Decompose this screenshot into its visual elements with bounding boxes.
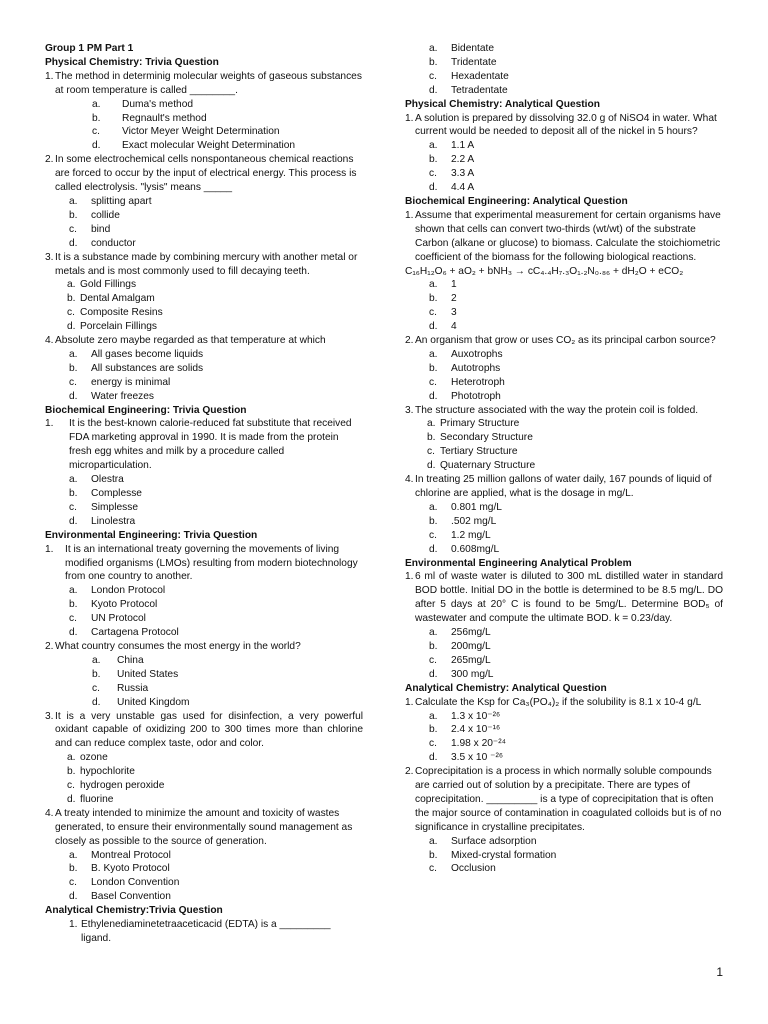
question-text: An organism that grow or uses CO₂ as its principal carbon source? <box>415 335 716 347</box>
option-text: China <box>117 654 144 666</box>
answer-option <box>405 737 723 751</box>
option-text: United States <box>117 668 179 680</box>
question-text: 6 ml of waste water is diluted to 300 mL distilled water in standard BOD bottle. Initial DO in the bottle is determined to be 8.5 mg/L. DO after 5 days at 20° C is found to be 5mg/L. Determine BOD₅ of wastewater and compute the ultimate BOD. k = 0.23/day. <box>415 571 723 625</box>
answer-option <box>405 42 723 56</box>
question <box>405 404 723 418</box>
option-text: 3 <box>451 307 457 319</box>
answer-option <box>405 139 723 153</box>
option-letter: c. <box>92 682 100 694</box>
answer-option <box>45 682 363 696</box>
option-letter: a. <box>429 627 438 639</box>
question-number: 3. <box>45 710 54 722</box>
option-letter: a. <box>92 654 101 666</box>
question-number: 4. <box>45 335 54 347</box>
option-letter: d. <box>69 891 78 903</box>
answer-option <box>405 390 723 404</box>
option-text: collide <box>91 209 120 221</box>
option-text: Gold Fillings <box>80 279 137 291</box>
option-text: 1.1 A <box>451 140 475 152</box>
option-letter: c. <box>429 376 437 388</box>
option-text: Auxotrophs <box>451 348 503 360</box>
option-letter: a. <box>429 835 438 847</box>
question <box>45 543 363 585</box>
option-letter: c. <box>429 168 437 180</box>
section-heading: Environmental Engineering Analytical Problem <box>405 557 632 569</box>
question-text: Assume that experimental measurement for certain organisms have shown that cells can convert two-thirds (wt/wt) of the substrate Carbon (alkane or glucose) to biomass. Calculate the stoichiometric coefficient of the biomass for the following biological reactions. <box>415 209 721 263</box>
answer-option <box>45 862 363 876</box>
left-column <box>45 42 363 946</box>
option-text: Quaternary Structure <box>440 460 536 472</box>
answer-option <box>45 849 363 863</box>
option-text: Tertiary Structure <box>440 446 518 458</box>
answer-option <box>45 696 363 710</box>
option-letter: a. <box>429 279 438 291</box>
option-text: Hexadentate <box>451 70 509 82</box>
option-text: Duma's method <box>122 98 194 110</box>
question-number: 1. <box>45 70 54 82</box>
page-number: 1 <box>716 965 723 979</box>
question <box>45 640 363 654</box>
option-letter: b. <box>429 56 438 68</box>
question-text: It is a substance made by combining mercury with another metal or metals and is most commonly used to fill decaying teeth. <box>55 251 358 277</box>
question <box>405 696 723 710</box>
option-text: Basel Convention <box>91 891 171 903</box>
answer-option <box>45 598 363 612</box>
answer-option <box>45 209 363 223</box>
answer-option <box>405 362 723 376</box>
option-text: Tetradentate <box>451 84 508 96</box>
option-text: Bidentate <box>451 43 495 54</box>
answer-option <box>405 320 723 334</box>
option-text: Mixed-crystal formation <box>451 849 557 861</box>
section-heading: Physical Chemistry: Trivia Question <box>45 56 219 68</box>
option-letter: a. <box>69 348 78 360</box>
answer-option <box>405 56 723 70</box>
option-letter: d. <box>427 460 436 472</box>
section-heading: Biochemical Engineering: Trivia Question <box>45 404 247 416</box>
option-letter: a. <box>429 710 438 722</box>
answer-option <box>405 654 723 668</box>
answer-option <box>405 515 723 529</box>
section-heading: Biochemical Engineering: Analytical Question <box>405 195 628 207</box>
question-number: 3. <box>45 251 54 263</box>
answer-option <box>405 70 723 84</box>
answer-option <box>45 376 363 390</box>
answer-option <box>45 473 363 487</box>
answer-option <box>405 84 723 98</box>
option-letter: b. <box>429 293 438 305</box>
question <box>45 710 363 752</box>
option-text: All gases become liquids <box>91 348 204 360</box>
answer-option <box>405 751 723 765</box>
option-text: 4 <box>451 321 457 333</box>
answer-option <box>405 849 723 863</box>
option-letter: b. <box>67 293 76 305</box>
option-text: Occlusion <box>451 863 496 875</box>
option-text: 2 <box>451 293 457 305</box>
option-letter: d. <box>92 140 101 152</box>
answer-option <box>45 292 363 306</box>
question <box>45 807 363 849</box>
question-number: 2. <box>45 640 54 652</box>
question-number: 1. <box>405 112 414 124</box>
option-text: 1 <box>451 279 457 291</box>
option-text: conductor <box>91 237 136 249</box>
question-text: Coprecipitation is a process in which normally soluble compounds are carried out of solution by a precipitate. There are types of coprecipitation. _________ is a type of coprecipitation that is often the major source of contamination in coagulated colloids but is of no significance in crystalline precipitates. <box>415 766 722 833</box>
answer-option <box>405 445 723 459</box>
answer-option <box>45 112 363 126</box>
option-letter: a. <box>92 98 101 110</box>
answer-option <box>405 459 723 473</box>
option-text: 0.801 mg/L <box>451 501 502 513</box>
answer-option <box>405 376 723 390</box>
option-letter: b. <box>69 488 78 499</box>
answer-option <box>405 181 723 195</box>
answer-option <box>405 626 723 640</box>
question <box>405 473 723 501</box>
option-text: ozone <box>80 752 108 764</box>
option-text: Water freezes <box>91 390 155 402</box>
option-letter: a. <box>429 501 438 513</box>
option-letter: b. <box>429 724 438 736</box>
option-letter: d. <box>429 321 438 333</box>
answer-option <box>45 793 363 807</box>
option-letter: c. <box>427 446 435 458</box>
option-text: B. Kyoto Protocol <box>91 863 170 875</box>
option-text: 1.98 x 20⁻²⁴ <box>451 738 507 750</box>
option-text: .502 mg/L <box>451 515 497 527</box>
question <box>45 70 363 98</box>
option-text: Linolestra <box>91 515 136 527</box>
question-text: Calculate the Ksp for Ca₃(PO₄)₂ if the solubility is 8.1 x 10-4 g/L <box>415 696 702 708</box>
option-letter: c. <box>67 307 75 319</box>
option-text: Dental Amalgam <box>80 293 155 305</box>
option-text: Victor Meyer Weight Determination <box>122 126 280 138</box>
option-letter: b. <box>69 863 78 875</box>
option-letter: d. <box>69 515 78 527</box>
question-text: In treating 25 million gallons of water daily, 167 pounds of liquid of chlorine are applied, what is the dosage in mg/L. <box>415 474 712 499</box>
option-letter: b. <box>67 766 76 778</box>
answer-option <box>45 306 363 320</box>
option-letter: c. <box>69 613 77 625</box>
question <box>45 251 363 279</box>
section-heading: Group 1 PM Part 1 <box>45 43 134 54</box>
question-number: 2. <box>45 154 54 166</box>
answer-option <box>45 584 363 598</box>
option-letter: c. <box>69 877 77 889</box>
option-letter: a. <box>69 474 78 486</box>
answer-option <box>45 278 363 292</box>
option-text: hypochlorite <box>80 766 135 778</box>
option-text: London Protocol <box>91 585 166 597</box>
option-text: 200mg/L <box>451 640 491 652</box>
question <box>45 417 363 473</box>
option-letter: a. <box>67 752 76 764</box>
section-heading: Analytical Chemistry:Trivia Question <box>45 905 223 917</box>
question-text: In some electrochemical cells nonspontaneous chemical reactions are forced to occur by the input of electrical energy. This process is called electrolysis. "lysis" means _____ <box>55 154 357 194</box>
section-heading: Environmental Engineering: Trivia Question <box>45 529 258 541</box>
option-letter: a. <box>69 585 78 597</box>
option-letter: b. <box>92 668 101 680</box>
option-letter: c. <box>429 529 437 541</box>
option-letter: b. <box>429 640 438 652</box>
option-text: Cartagena Protocol <box>91 627 179 639</box>
option-letter: c. <box>429 863 437 875</box>
answer-option <box>45 765 363 779</box>
option-text: 265mg/L <box>451 654 491 666</box>
question-text: Absolute zero maybe regarded as that temperature at which <box>55 335 326 347</box>
option-letter: d. <box>429 84 438 96</box>
option-text: Primary Structure <box>440 418 520 430</box>
answer-option <box>45 626 363 640</box>
right-column <box>405 42 723 876</box>
option-text: energy is minimal <box>91 376 171 388</box>
option-text: 2.2 A <box>451 154 475 166</box>
answer-option <box>45 125 363 139</box>
option-letter: c. <box>429 654 437 666</box>
answer-option <box>45 348 363 362</box>
option-letter: a. <box>429 43 438 54</box>
question-number: 1. <box>45 418 54 430</box>
answer-option <box>45 654 363 668</box>
option-text: splitting apart <box>91 195 152 207</box>
option-text: Heterotroph <box>451 376 505 388</box>
question <box>405 209 723 265</box>
option-letter: a. <box>427 418 436 430</box>
option-text: Autotrophs <box>451 362 501 374</box>
option-letter: c. <box>69 501 77 513</box>
answer-option <box>45 237 363 251</box>
option-text: 300 mg/L <box>451 668 494 680</box>
option-letter: c. <box>69 376 77 388</box>
option-text: London Convention <box>91 877 180 889</box>
option-text: hydrogen peroxide <box>80 780 165 792</box>
answer-option <box>405 543 723 557</box>
option-letter: d. <box>92 696 101 708</box>
answer-option <box>45 139 363 153</box>
option-letter: d. <box>67 793 76 805</box>
option-text: UN Protocol <box>91 613 146 625</box>
option-text: Kyoto Protocol <box>91 599 158 611</box>
option-letter: b. <box>429 362 438 374</box>
answer-option <box>405 529 723 543</box>
answer-option <box>45 195 363 209</box>
question <box>45 153 363 195</box>
option-letter: c. <box>429 738 437 750</box>
question <box>405 112 723 140</box>
option-text: Porcelain Fillings <box>80 321 158 333</box>
question-number: 2. <box>405 335 414 347</box>
answer-option <box>45 890 363 904</box>
option-text: bind <box>91 223 111 235</box>
question-text: The method in determinig molecular weights of gaseous substances at room temperature is called ________. <box>55 70 362 96</box>
option-text: 1.3 x 10⁻²⁶ <box>451 710 501 722</box>
answer-option <box>405 417 723 431</box>
option-letter: a. <box>429 140 438 152</box>
answer-option <box>405 278 723 292</box>
question <box>405 765 723 835</box>
answer-option <box>45 612 363 626</box>
question-text: A solution is prepared by dissolving 32.0 g of NiSO4 in water. What current would be needed to deposit all of the nickel in 5 hours? <box>415 112 717 138</box>
answer-option <box>45 876 363 890</box>
question-text: What country consumes the most energy in the world? <box>55 640 301 652</box>
answer-option <box>45 501 363 515</box>
answer-option <box>45 98 363 112</box>
option-text: 256mg/L <box>451 627 491 639</box>
question-number: 1. <box>405 696 414 708</box>
answer-option <box>45 668 363 682</box>
question-text: Ethylenediaminetetraaceticacid (EDTA) is a _________ ligand. <box>81 919 331 944</box>
option-text: 0.608mg/L <box>451 543 500 555</box>
chemical-equation: C₁₆H₁₂O₆ + aO₂ + bNH₃ → cC₄.₄H₇.₃O₁.₂N₀.₈₆ + dH₂O + eCO₂ <box>405 265 684 277</box>
option-letter: d. <box>429 543 438 555</box>
option-letter: d. <box>429 182 438 194</box>
option-letter: a. <box>67 279 76 291</box>
option-text: Simplesse <box>91 501 138 513</box>
answer-option <box>405 668 723 682</box>
question <box>405 570 723 626</box>
option-letter: b. <box>429 849 438 861</box>
question-text: It is a very unstable gas used for disinfection, a very powerful oxidant capable of oxidizing 200 to 300 times more than chlorine and can reduce complex taste, odor and color. <box>55 710 363 750</box>
question-number: 4. <box>45 807 54 819</box>
option-text: Secondary Structure <box>440 432 533 444</box>
question-number: 3. <box>405 404 414 416</box>
option-letter: a. <box>69 195 78 207</box>
question-number: 1. <box>405 571 414 583</box>
option-letter: b. <box>429 154 438 166</box>
answer-option <box>405 167 723 181</box>
option-text: Exact molecular Weight Determination <box>122 140 296 152</box>
option-letter: d. <box>429 752 438 764</box>
option-letter: d. <box>69 390 78 402</box>
answer-option <box>45 362 363 376</box>
option-text: Complesse <box>91 488 142 499</box>
question-number: 4. <box>405 474 414 486</box>
option-letter: b. <box>69 599 78 611</box>
question <box>45 334 363 348</box>
question-text: It is the best-known calorie-reduced fat substitute that received FDA marketing approval in 1990. It is made from the protein fresh egg whites and milk by a procedure called microparticulation. <box>69 418 352 472</box>
option-letter: a. <box>429 348 438 360</box>
option-text: 1.2 mg/L <box>451 529 491 541</box>
answer-option <box>405 348 723 362</box>
option-letter: c. <box>69 223 77 235</box>
option-letter: b. <box>427 432 436 444</box>
option-letter: d. <box>429 668 438 680</box>
option-text: Montreal Protocol <box>91 849 171 861</box>
option-letter: b. <box>69 362 78 374</box>
section-heading: Physical Chemistry: Analytical Question <box>405 98 600 110</box>
answer-option <box>405 306 723 320</box>
answer-option <box>405 710 723 724</box>
option-letter: d. <box>69 627 78 639</box>
option-text: 3.5 x 10 ⁻²⁶ <box>451 752 504 764</box>
option-text: Surface adsorption <box>451 835 537 847</box>
option-text: Phototroph <box>451 390 501 402</box>
option-text: 3.3 A <box>451 168 475 180</box>
option-letter: b. <box>429 515 438 527</box>
question-text: It is an international treaty governing the movements of living modified organisms (LMOs) resulting from modern biotechnology from one country to another. <box>65 543 358 583</box>
answer-option <box>45 779 363 793</box>
option-text: 2.4 x 10⁻¹⁶ <box>451 724 501 736</box>
section-heading: Analytical Chemistry: Analytical Question <box>405 682 607 694</box>
answer-option <box>45 390 363 404</box>
answer-option <box>405 153 723 167</box>
answer-option <box>45 320 363 334</box>
option-letter: d. <box>429 390 438 402</box>
answer-option <box>45 751 363 765</box>
question-text: The structure associated with the way the protein coil is folded. <box>415 404 699 416</box>
option-text: Tridentate <box>451 56 497 68</box>
question-text: A treaty intended to minimize the amount and toxicity of wastes generated, to ensure their environmentally sound management as closely as possible to the source of generation. <box>55 807 353 847</box>
option-letter: c. <box>429 70 437 82</box>
option-text: fluorine <box>80 793 114 805</box>
option-letter: b. <box>92 112 101 124</box>
option-text: 4.4 A <box>451 182 475 194</box>
answer-option <box>45 487 363 501</box>
option-letter: d. <box>67 321 76 333</box>
option-text: Olestra <box>91 474 124 486</box>
option-letter: d. <box>69 237 78 249</box>
answer-option <box>405 723 723 737</box>
answer-option <box>405 292 723 306</box>
option-letter: c. <box>67 780 75 792</box>
option-letter: a. <box>69 849 78 861</box>
answer-option <box>45 515 363 529</box>
question-number: 1. <box>405 209 414 221</box>
question <box>45 918 363 946</box>
option-text: United Kingdom <box>117 696 190 708</box>
answer-option <box>405 640 723 654</box>
question-number: 2. <box>405 766 414 778</box>
option-letter: b. <box>69 209 78 221</box>
answer-option <box>405 835 723 849</box>
question <box>405 334 723 348</box>
option-text: Regnault's method <box>122 112 207 124</box>
option-text: Russia <box>117 682 149 694</box>
option-letter: c. <box>92 126 100 138</box>
option-text: All substances are solids <box>91 362 204 374</box>
answer-option <box>405 862 723 876</box>
question-number: 1. <box>45 543 54 555</box>
question-number: 1. <box>69 919 78 931</box>
option-text: Composite Resins <box>80 307 163 319</box>
answer-option <box>405 431 723 445</box>
answer-option <box>405 501 723 515</box>
option-letter: c. <box>429 307 437 319</box>
answer-option <box>45 223 363 237</box>
